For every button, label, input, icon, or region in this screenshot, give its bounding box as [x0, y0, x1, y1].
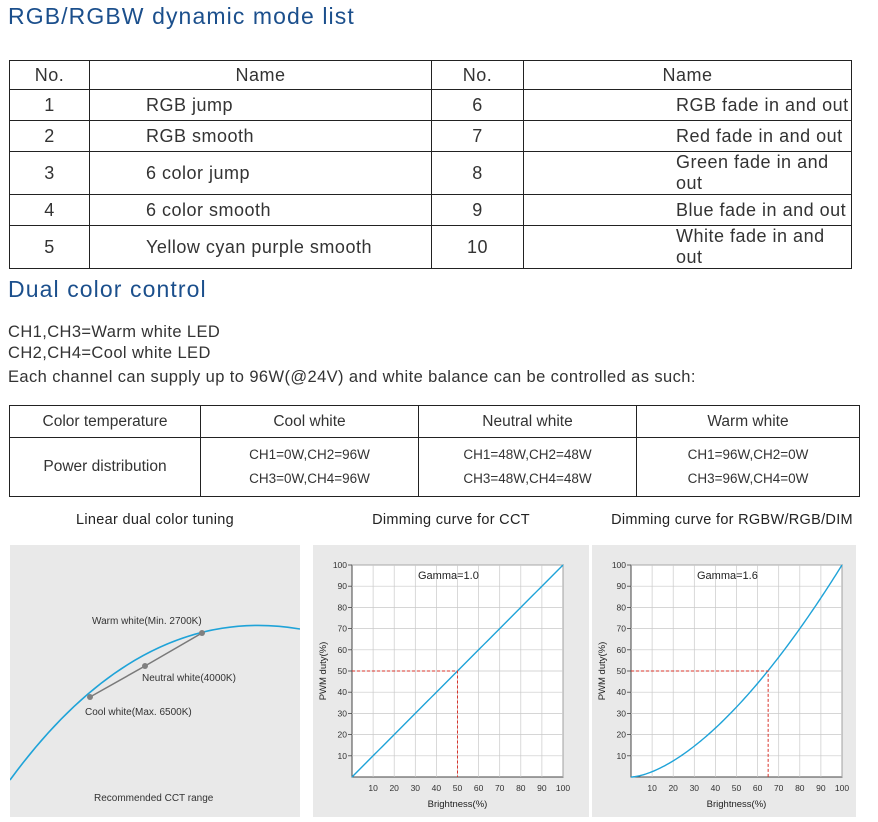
- mode-name: White fade in and out: [524, 226, 852, 269]
- cool-white-label: Cool white(Max. 6500K): [85, 707, 192, 718]
- x-tick-label: 40: [710, 783, 721, 793]
- cool-white-point: [87, 694, 93, 700]
- x-tick-label: 50: [731, 783, 742, 793]
- x-tick-label: 60: [473, 783, 484, 793]
- mode-name: RGB jump: [90, 90, 432, 121]
- mode-name: Yellow cyan purple smooth: [90, 226, 432, 269]
- mode-name: Red fade in and out: [524, 121, 852, 152]
- power-line: CH3=96W,CH4=0W: [687, 471, 809, 486]
- gamma-annotation: Gamma=1.6: [697, 570, 758, 582]
- warm-white-label: Warm white(Min. 2700K): [92, 616, 202, 627]
- mode-number: 9: [432, 195, 524, 226]
- mode-number: 5: [10, 226, 90, 269]
- y-tick-label: 50: [616, 666, 626, 676]
- tuning-curve-svg: [10, 545, 300, 817]
- x-tick-label: 20: [389, 783, 399, 793]
- x-tick-label: 100: [834, 783, 850, 793]
- cool-channel-note: CH2,CH4=Cool white LED: [8, 344, 211, 362]
- warm-white-power: [637, 438, 860, 497]
- power-line: CH1=96W,CH2=0W: [687, 447, 809, 462]
- neutral-white-point: [142, 663, 148, 669]
- cct-range-label: Recommended CCT range: [94, 793, 214, 804]
- x-tick-label: 20: [668, 783, 678, 793]
- chart-title-rgbw: Dimming curve for RGBW/RGB/DIM: [611, 512, 853, 528]
- x-tick-label: 70: [773, 783, 784, 793]
- y-tick-label: 80: [337, 602, 347, 613]
- y-tick-label: 70: [616, 623, 626, 634]
- y-tick-label: 80: [616, 602, 626, 613]
- y-tick-label: 30: [616, 708, 626, 719]
- cct-dimming-chart: [313, 545, 589, 817]
- header-warm-white: Warm white: [637, 406, 860, 438]
- table-header-row: [10, 406, 860, 438]
- y-tick-label: 60: [337, 644, 347, 655]
- y-tick-label: 60: [616, 644, 626, 655]
- y-tick-label: 50: [337, 666, 347, 676]
- cool-white-power: [201, 438, 419, 497]
- mode-number: 2: [10, 121, 90, 152]
- mode-number: 8: [432, 152, 524, 195]
- table-row: [10, 90, 852, 121]
- table-header-row: [10, 61, 852, 90]
- y-tick-label: 40: [337, 687, 347, 698]
- table-row: [10, 152, 852, 195]
- power-line: CH3=48W,CH4=48W: [463, 471, 592, 486]
- x-tick-label: 80: [795, 783, 805, 793]
- x-axis-label: Brightness(%): [427, 799, 488, 810]
- mode-number: 10: [432, 226, 524, 269]
- rgbw-dimming-chart: [592, 545, 856, 817]
- neutral-white-label: Neutral white(4000K): [142, 673, 236, 684]
- mode-name: 6 color smooth: [90, 195, 432, 226]
- rgbw-chart-svg: [592, 545, 856, 817]
- y-tick-label: 20: [616, 729, 626, 740]
- channel-supply-note: Each channel can supply up to 96W(@24V) and white balance can be controlled as such:: [8, 368, 696, 386]
- cct-locus-curve: [10, 625, 300, 780]
- dual-color-tuning-diagram: [10, 545, 300, 817]
- white-balance-table: [9, 405, 860, 497]
- y-tick-label: 90: [616, 581, 626, 592]
- header-name: Name: [524, 61, 852, 90]
- power-line: CH1=48W,CH2=48W: [463, 447, 592, 462]
- x-tick-label: 90: [537, 783, 547, 793]
- x-tick-label: 30: [689, 783, 700, 793]
- table-row: [10, 438, 860, 497]
- mode-name: RGB fade in and out: [524, 90, 852, 121]
- mode-name: Green fade in and out: [524, 152, 852, 195]
- mode-number: 6: [432, 90, 524, 121]
- y-tick-label: 100: [332, 560, 347, 570]
- y-axis-label: PWM duty(%): [597, 641, 608, 701]
- y-tick-label: 70: [337, 623, 347, 634]
- chart-title-cct: Dimming curve for CCT: [372, 512, 530, 528]
- diagram-title: Linear dual color tuning: [76, 512, 234, 528]
- row-label-power-distribution: Power distribution: [10, 438, 201, 497]
- y-axis-label: PWM duty(%): [318, 641, 329, 701]
- x-tick-label: 80: [516, 783, 526, 793]
- cct-chart-svg: [313, 545, 589, 817]
- neutral-white-power: [419, 438, 637, 497]
- y-tick-label: 40: [616, 687, 626, 698]
- y-tick-label: 10: [616, 750, 626, 761]
- header-name: Name: [90, 61, 432, 90]
- mode-name: RGB smooth: [90, 121, 432, 152]
- y-tick-label: 10: [337, 750, 347, 761]
- x-tick-label: 70: [494, 783, 505, 793]
- table-row: [10, 121, 852, 152]
- y-tick-label: 30: [337, 708, 347, 719]
- mode-number: 7: [432, 121, 524, 152]
- x-tick-label: 90: [816, 783, 826, 793]
- x-tick-label: 60: [752, 783, 763, 793]
- x-tick-label: 50: [452, 783, 463, 793]
- y-tick-label: 100: [611, 560, 626, 570]
- mode-name: Blue fade in and out: [524, 195, 852, 226]
- gamma-annotation: Gamma=1.0: [418, 570, 479, 582]
- y-tick-label: 20: [337, 729, 347, 740]
- x-tick-label: 100: [555, 783, 571, 793]
- x-tick-label: 30: [410, 783, 421, 793]
- y-tick-label: 90: [337, 581, 347, 592]
- section-title-dual-color: Dual color control: [8, 276, 207, 302]
- header-no: No.: [10, 61, 90, 90]
- header-color-temperature: Color temperature: [10, 406, 201, 438]
- x-axis-label: Brightness(%): [706, 799, 767, 810]
- warm-white-point: [199, 630, 205, 636]
- mode-number: 4: [10, 195, 90, 226]
- table-row: [10, 195, 852, 226]
- mode-number: 3: [10, 152, 90, 195]
- mode-name: 6 color jump: [90, 152, 432, 195]
- header-cool-white: Cool white: [201, 406, 419, 438]
- power-line: CH1=0W,CH2=96W: [249, 447, 370, 462]
- table-row: [10, 226, 852, 269]
- dynamic-mode-table: [9, 60, 852, 269]
- power-line: CH3=0W,CH4=96W: [249, 471, 370, 486]
- mode-number: 1: [10, 90, 90, 121]
- x-tick-label: 10: [647, 783, 657, 793]
- header-neutral-white: Neutral white: [419, 406, 637, 438]
- x-tick-label: 40: [431, 783, 442, 793]
- warm-channel-note: CH1,CH3=Warm white LED: [8, 323, 221, 341]
- x-tick-label: 10: [368, 783, 378, 793]
- header-no: No.: [432, 61, 524, 90]
- section-title-dynamic-modes: RGB/RGBW dynamic mode list: [8, 3, 355, 29]
